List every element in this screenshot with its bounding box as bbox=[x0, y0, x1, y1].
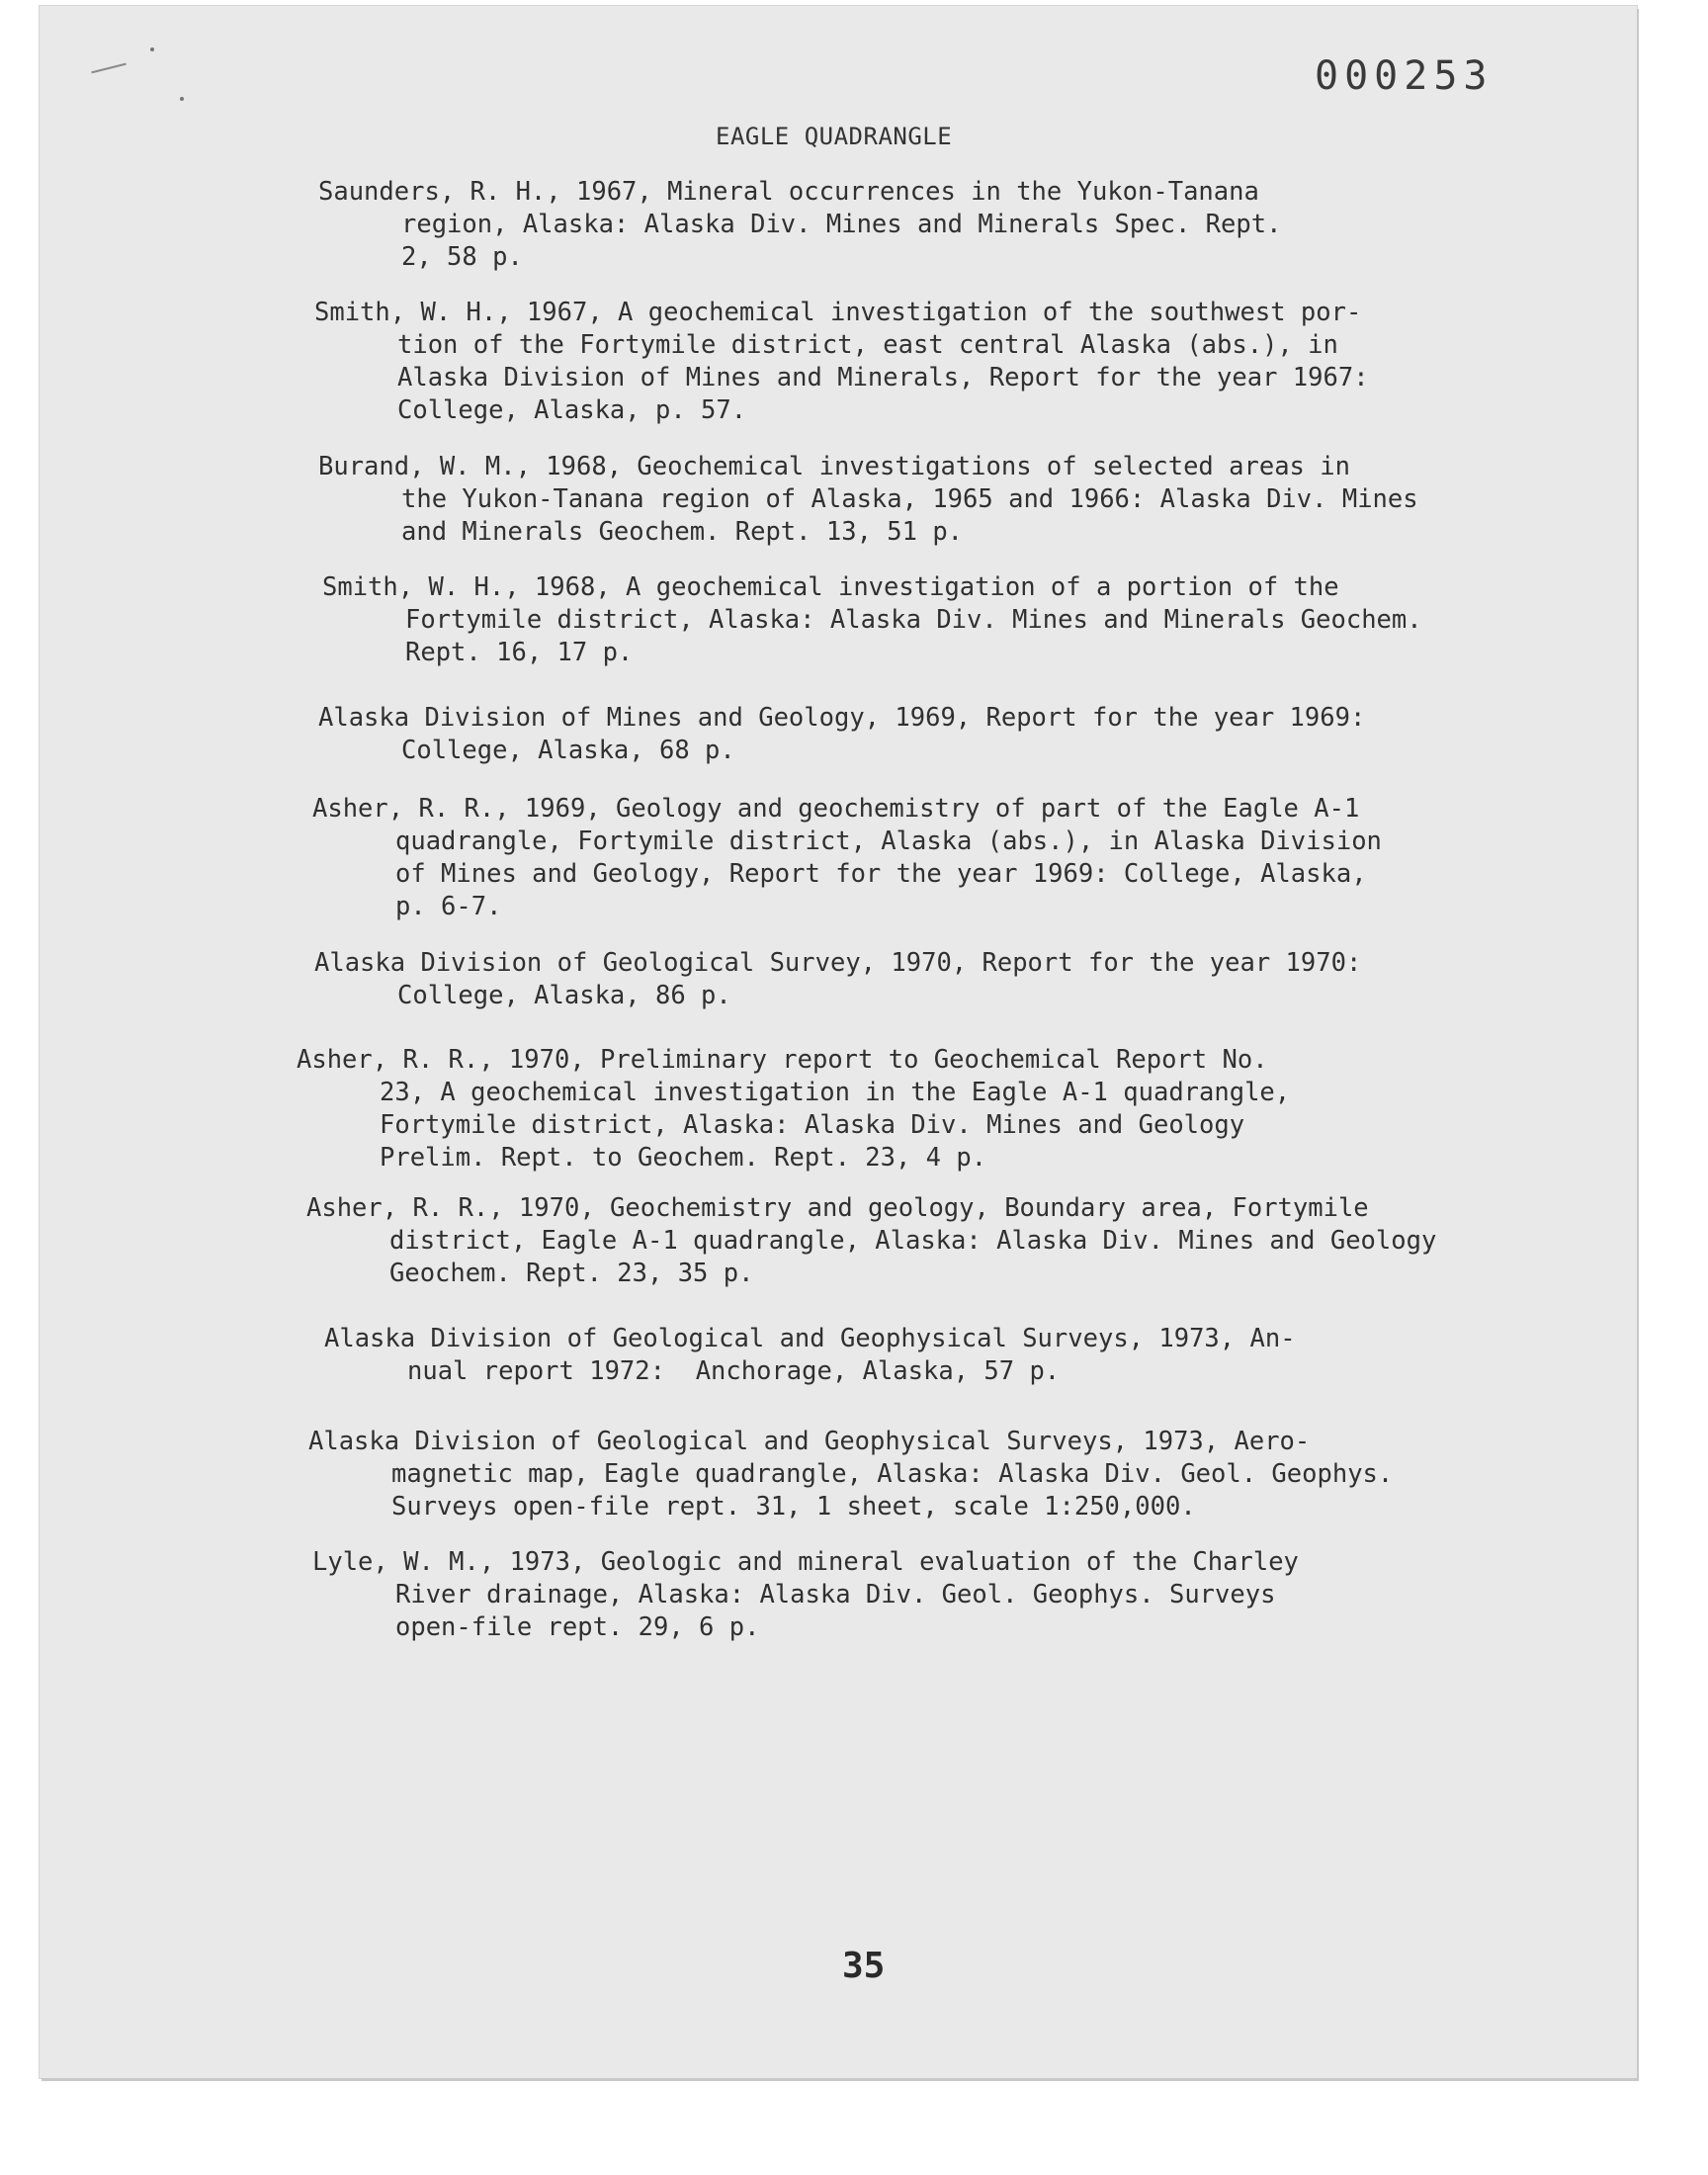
entry-line: College, Alaska, p. 57. bbox=[397, 395, 747, 425]
bibliography-entry bbox=[312, 793, 1558, 923]
bibliography-entry bbox=[318, 176, 1564, 274]
entry-line: Rept. 16, 17 p. bbox=[405, 638, 634, 667]
entry-line: Alaska Division of Geological and Geophysical Surveys, 1973, Aero- bbox=[308, 1427, 1311, 1456]
paper-page bbox=[40, 6, 1637, 2078]
entry-line: Asher, R. R., 1969, Geology and geochemistry of part of the Eagle A-1 bbox=[312, 794, 1360, 824]
bibliography-entry bbox=[314, 947, 1560, 1012]
entry-line: Asher, R. R., 1970, Geochemistry and geology, Boundary area, Fortymile bbox=[306, 1193, 1369, 1223]
entry-line: Fortymile district, Alaska: Alaska Div. Mines and Geology bbox=[380, 1110, 1245, 1140]
entry-line: 2, 58 p. bbox=[401, 242, 523, 272]
entry-line: Alaska Division of Mines and Minerals, Report for the year 1967: bbox=[397, 363, 1369, 392]
bibliography-entry bbox=[322, 571, 1568, 669]
entry-line: 23, A geochemical investigation in the Eagle A-1 quadrangle, bbox=[380, 1078, 1291, 1107]
entry-line: Alaska Division of Mines and Geology, 1969, Report for the year 1969: bbox=[318, 703, 1366, 733]
entry-line: tion of the Fortymile district, east central Alaska (abs.), in bbox=[397, 330, 1338, 360]
margin-smudge bbox=[91, 63, 126, 74]
bibliography-entry bbox=[324, 1323, 1570, 1388]
entry-line: nual report 1972: Anchorage, Alaska, 57 p. bbox=[407, 1356, 1061, 1386]
entry-line: p. 6-7. bbox=[395, 892, 502, 921]
page-title: EAGLE QUADRANGLE bbox=[716, 123, 953, 150]
entry-line: and Minerals Geochem. Rept. 13, 51 p. bbox=[401, 517, 964, 547]
entry-line: Alaska Division of Geological Survey, 1970, Report for the year 1970: bbox=[314, 948, 1362, 978]
entry-line: Smith, W. H., 1968, A geochemical investigation of a portion of the bbox=[322, 572, 1339, 602]
bibliography-entry bbox=[314, 297, 1560, 427]
entry-line: Surveys open-file rept. 31, 1 sheet, scale 1:250,000. bbox=[391, 1492, 1196, 1522]
document-id-stamp: 000253 bbox=[1315, 53, 1494, 99]
margin-speck bbox=[180, 97, 184, 101]
entry-line: Lyle, W. M., 1973, Geologic and mineral evaluation of the Charley bbox=[312, 1547, 1299, 1577]
entry-line: district, Eagle A-1 quadrangle, Alaska: Alaska Div. Mines and Geology bbox=[389, 1226, 1437, 1256]
entry-line: Alaska Division of Geological and Geophysical Surveys, 1973, An- bbox=[324, 1324, 1296, 1353]
entry-line: River drainage, Alaska: Alaska Div. Geol. Geophys. Surveys bbox=[395, 1580, 1276, 1610]
entry-line: the Yukon-Tanana region of Alaska, 1965 and 1966: Alaska Div. Mines bbox=[401, 484, 1418, 514]
entry-line: College, Alaska, 86 p. bbox=[397, 981, 731, 1010]
entry-line: Geochem. Rept. 23, 35 p. bbox=[389, 1259, 754, 1288]
entry-line: open-file rept. 29, 6 p. bbox=[395, 1612, 760, 1642]
entry-line: Smith, W. H., 1967, A geochemical investigation of the southwest por- bbox=[314, 298, 1362, 327]
entry-line: Prelim. Rept. to Geochem. Rept. 23, 4 p. bbox=[380, 1143, 987, 1173]
entry-line: Saunders, R. H., 1967, Mineral occurrences in the Yukon-Tanana bbox=[318, 177, 1259, 207]
entry-line: College, Alaska, 68 p. bbox=[401, 736, 735, 765]
entry-line: Asher, R. R., 1970, Preliminary report to Geochemical Report No. bbox=[297, 1045, 1268, 1075]
entry-line: Fortymile district, Alaska: Alaska Div. Mines and Minerals Geochem. bbox=[405, 605, 1422, 635]
bibliography-entry bbox=[318, 451, 1564, 549]
margin-speck bbox=[150, 47, 154, 51]
entry-line: region, Alaska: Alaska Div. Mines and Minerals Spec. Rept. bbox=[401, 210, 1282, 239]
entry-line: Burand, W. M., 1968, Geochemical investigations of selected areas in bbox=[318, 452, 1350, 481]
bibliography-entry bbox=[297, 1044, 1542, 1174]
entry-line: of Mines and Geology, Report for the year 1969: College, Alaska, bbox=[395, 859, 1367, 889]
bibliography-entry bbox=[318, 702, 1564, 767]
bibliography-entry bbox=[306, 1192, 1552, 1290]
entry-line: quadrangle, Fortymile district, Alaska (abs.), in Alaska Division bbox=[395, 826, 1382, 856]
page-number: 35 bbox=[842, 1946, 886, 1986]
bibliography-entry bbox=[312, 1546, 1558, 1644]
bibliography-entry bbox=[308, 1426, 1554, 1523]
entry-line: magnetic map, Eagle quadrangle, Alaska: Alaska Div. Geol. Geophys. bbox=[391, 1459, 1394, 1489]
